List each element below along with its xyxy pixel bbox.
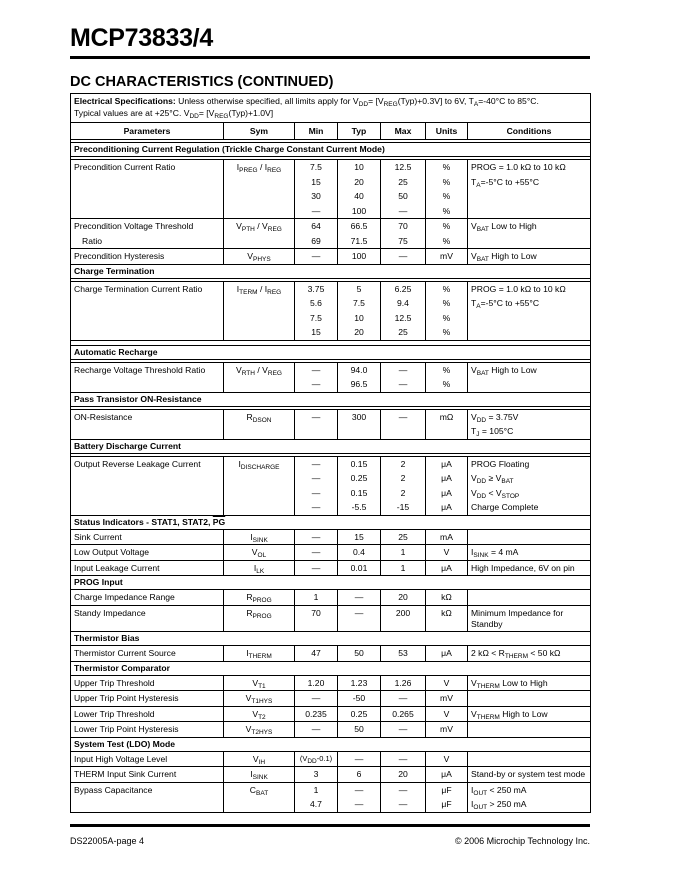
group-battery-discharge: Battery Discharge Current <box>71 439 591 453</box>
table-row: Standy Impedance $R_{PROG}$ 70 — 200 kΩ Minimum Impedance for Standby <box>71 605 591 632</box>
col-header-conditions: Conditions <box>468 123 591 140</box>
spec-note-row <box>71 94 591 123</box>
table-row: Precondition Voltage Threshold Ratio $V_{PTH} / V_{REG}$ 64 69 66.5 71.5 70 75 % % $V_{BAT}$ Low to High <box>71 219 591 249</box>
document-title: MCP73833/4 <box>70 24 213 52</box>
section-title: DC CHARACTERISTICS (CONTINUED) <box>70 74 334 90</box>
col-header-units: Units <box>426 123 468 140</box>
group-row <box>71 143 591 157</box>
table-row: ON-Resistance $R_{DSON}$ — 300 — mΩ $V_{DD} = 3.75V$ $T_J = 105^\circ C$ <box>71 409 591 439</box>
header-rule <box>70 56 590 59</box>
group-system-test: System Test (LDO) Mode <box>71 737 591 751</box>
table-row: Thermistor Current Source $I_{THERM}$ 47 50 53 μA 2 $k\Omega < R_{THERM} < 50$ kΩ <box>71 646 591 662</box>
table-row: Upper Trip Point Hysteresis $V_{T1HYS}$ — -50 — mV <box>71 691 591 707</box>
table-row: Input High Voltage Level $V_{IH}$ $(V_{DD}-0.1)$ — — V <box>71 751 591 767</box>
group-status-indicators: Status Indicators - STAT1, STAT2, $\overline{PG}$ <box>71 515 591 529</box>
spec-note: Electrical Specifications: Unless otherwise specified, all limits apply for $V_{DD}= [V_{REG}(Typ)+0.3V]$ to 6V, $T_A=-40^\circ C$ to 85°C. Typical values are at +25°C. $V_{DD}= [V_{REG}(Typ)+1.0V]$ <box>71 94 591 123</box>
col-header-sym: Sym <box>224 123 295 140</box>
header-row <box>71 123 591 140</box>
table-row: Recharge Voltage Threshold Ratio $V_{RTH} / V_{REG}$ — — 94.0 96.5 — — % % $V_{BAT}$ High to Low <box>71 362 591 392</box>
table-row: Input Leakage Current $I_{LK}$ — 0.01 1 μA High Impedance, 6V on pin <box>71 560 591 576</box>
footer-rule <box>70 824 590 827</box>
param-precond-ratio: Precondition Current Ratio <box>74 162 176 172</box>
group-prog-input: PROG Input <box>71 576 591 590</box>
col-header-min: Min <box>295 123 338 140</box>
table-row: Low Output Voltage $V_{OL}$ — 0.4 1 V $I_{SINK} = 4$ mA <box>71 545 591 561</box>
group-termination: Charge Termination <box>71 264 591 278</box>
table-row: Precondition Current Ratio $I_{PREG} / I_{REG}$ 7.5 15 30 — 10 20 40 100 12.5 25 50 — % % % % PROG = 1.0 kΩ to 10 kΩ $T_A=-5^\circ C$ to +55°C <box>71 160 591 219</box>
group-recharge: Automatic Recharge <box>71 345 591 359</box>
group-thermistor-comparator: Thermistor Comparator <box>71 661 591 675</box>
table-row: Charge Termination Current Ratio $I_{TERM} / I_{REG}$ 3.75 5.6 7.5 15 5 7.5 10 20 6.25 9.4 12.5 25 % % % % PROG = 1.0 kΩ to 10 kΩ $T_A=-5^\circ C$ to +55°C <box>71 281 591 340</box>
table-row: THERM Input Sink Current $I_{SINK}$ 3 6 20 μA Stand-by or system test mode <box>71 767 591 783</box>
table-row: Charge Impedance Range $R_{PROG}$ 1 — 20 kΩ <box>71 590 591 606</box>
col-header-typ: Typ <box>338 123 381 140</box>
group-precond: Preconditioning Current Regulation (Trickle Charge Constant Current Mode) <box>71 143 591 157</box>
table-row: Lower Trip Threshold $V_{T2}$ 0.235 0.25 0.265 V $V_{THERM}$ High to Low <box>71 706 591 722</box>
sym-cell: $I_{PREG} / I_{REG}$ <box>236 162 282 174</box>
table-row: Bypass Capacitance $C_{BAT}$ 1 4.7 — — — — μF μF $I_{OUT} < 250$ mA $I_{OUT} > 250$ mA <box>71 782 591 812</box>
footer-copyright: © 2006 Microchip Technology Inc. <box>454 836 590 846</box>
footer-page-number: DS22005A-page 4 <box>70 836 145 846</box>
group-pass-transistor: Pass Transistor ON-Resistance <box>71 392 591 406</box>
table-row: Precondition Hysteresis $V_{PHYS}$ — 100 — mV $V_{BAT}$ High to Low <box>71 249 591 265</box>
col-header-parameters: Parameters <box>71 123 224 140</box>
table-row: Sink Current $I_{SINK}$ — 15 25 mA <box>71 529 591 545</box>
col-header-max: Max <box>381 123 426 140</box>
dc-characteristics-table <box>70 93 591 813</box>
table-row: Output Reverse Leakage Current $I_{DISCHARGE}$ — — — — 0.15 0.25 0.15 -5.5 2 2 2 -15 μA μA μA μA PROG Floating $V_{DD} \ge V_{BAT}$ $V_{DD} < V_{STOP}$ Charge Complete <box>71 456 591 515</box>
table-row: Lower Trip Point Hysteresis $V_{T2HYS}$ — 50 — mV <box>71 722 591 738</box>
table-row: Upper Trip Threshold $V_{T1}$ 1.20 1.23 1.26 V $V_{THERM}$ Low to High <box>71 675 591 691</box>
group-thermistor-bias: Thermistor Bias <box>71 632 591 646</box>
